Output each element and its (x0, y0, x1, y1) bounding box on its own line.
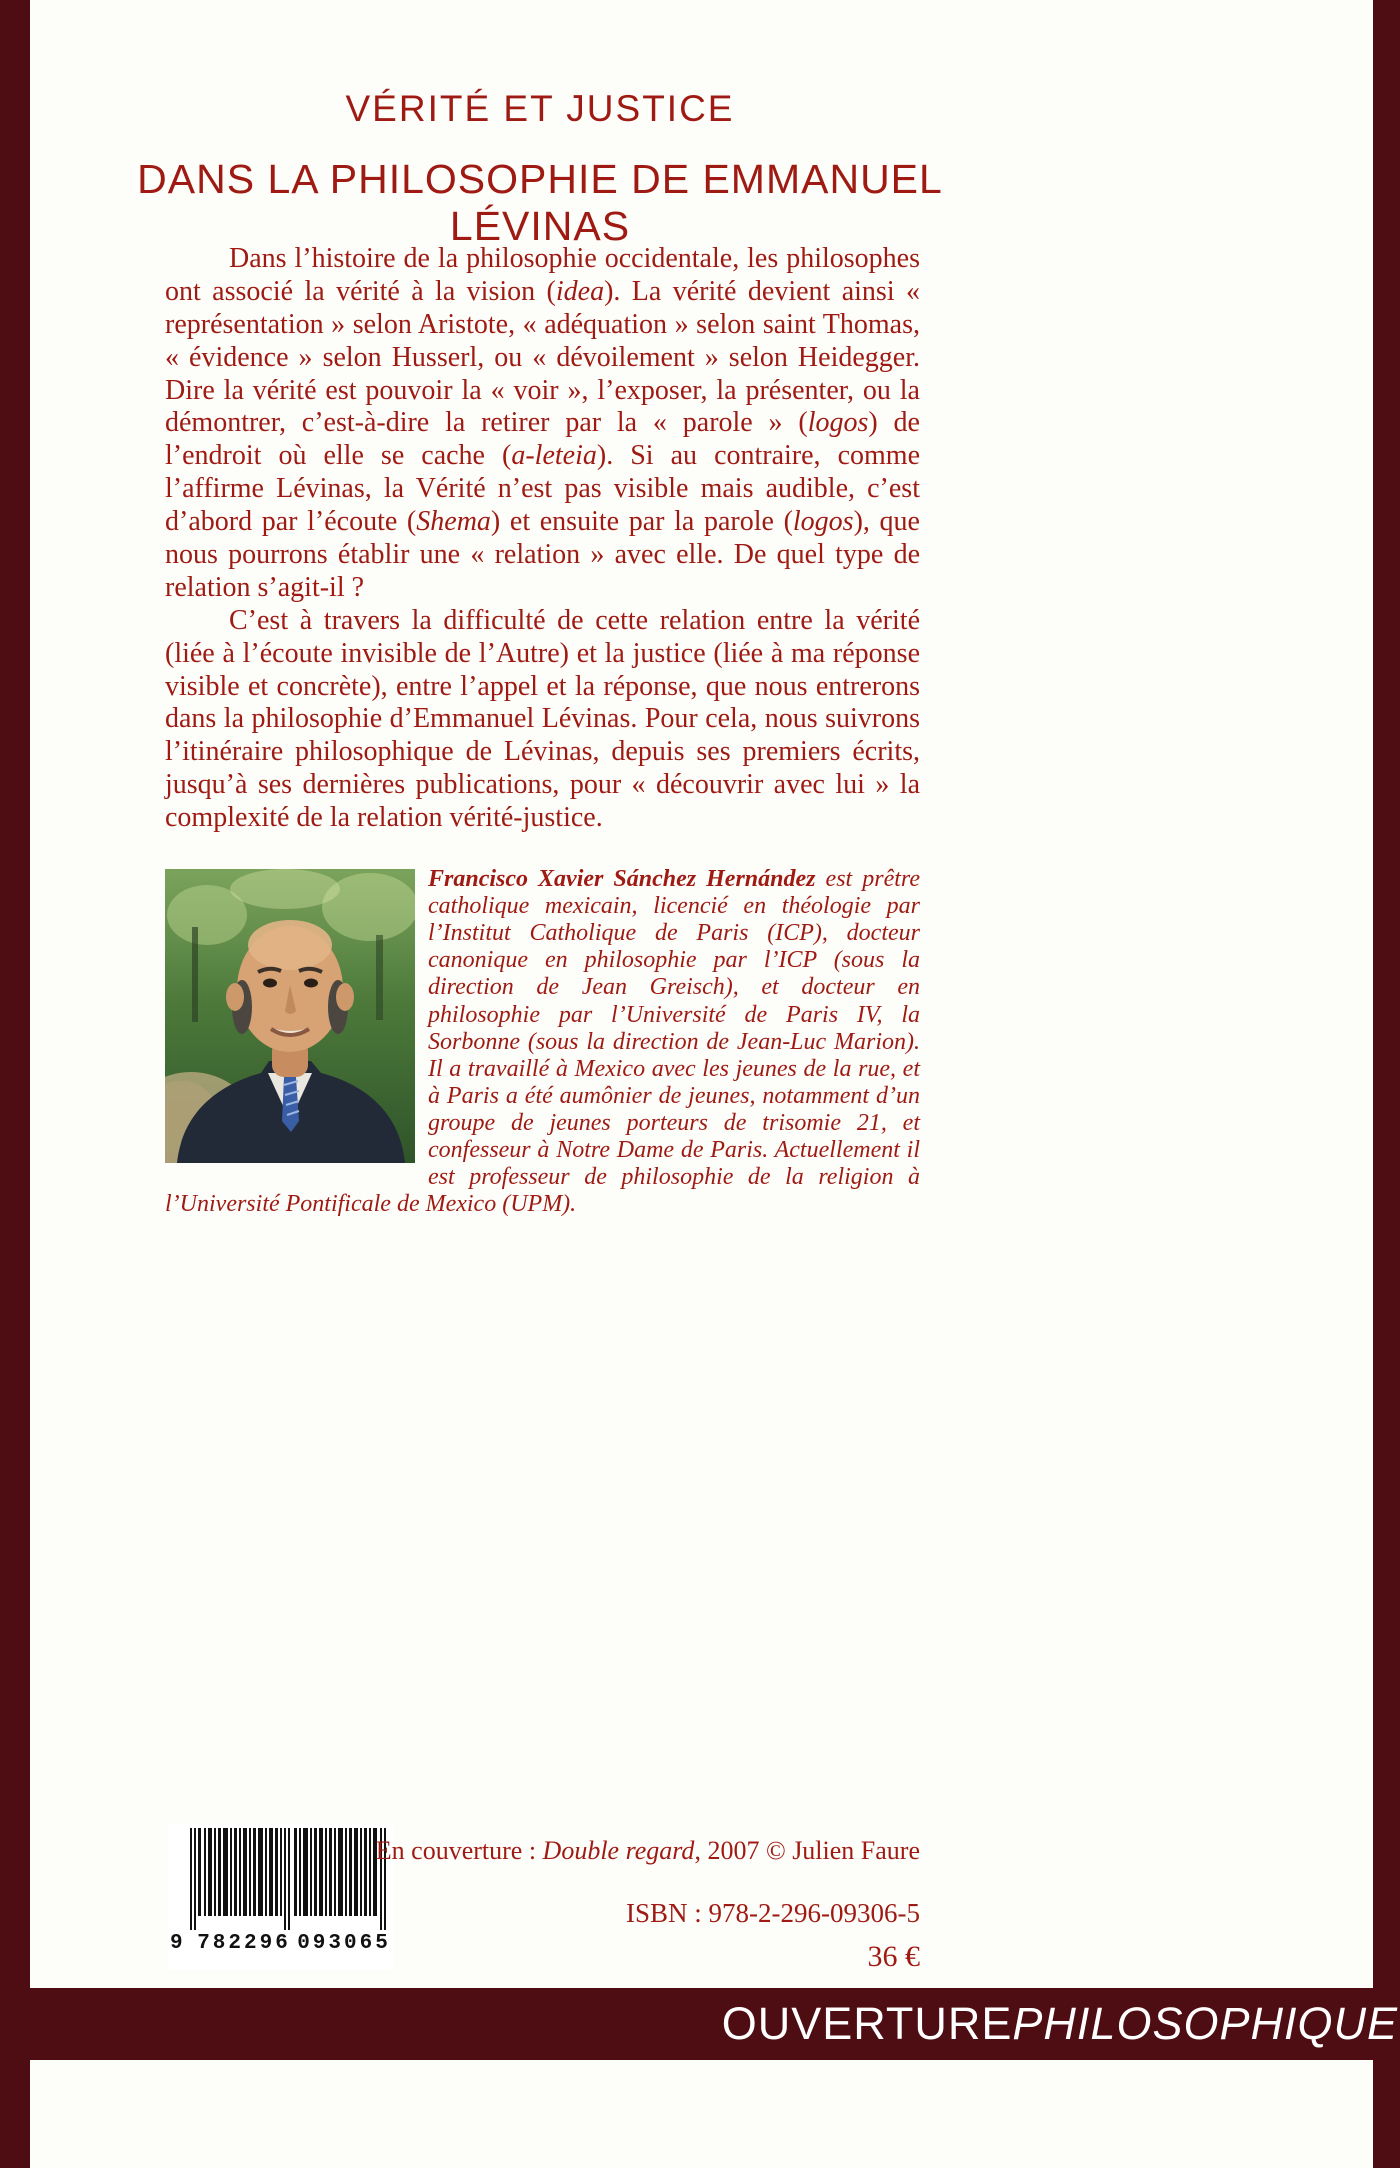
barcode-digit-group-1: 9 (170, 1932, 183, 1955)
barcode-digit-group-3: 093065 (297, 1932, 391, 1955)
synopsis-paragraph-1: Dans l’histoire de la philosophie occidentale, les philosophes ont associé la vérité à la vision (idea). La vérité devient ainsi « représentation » selon Aristote, « adéquation » selon saint Thomas, « évidence » selon Husserl, ou « dévoilement » selon Heidegger. Dire la vérité est pouvoir la « voir », l’exposer, la présenter, ou la démontrer, c’est-à-dire la retirer par la « parole » (logos) de l’endroit où elle se cache (a-leteia). Si au contraire, comme l’affirme Lévinas, la Vérité n’est pas visible mais audible, c’est d’abord par l’écoute (Shema) et ensuite par la parole (logos), que nous pourrons établir une « relation » avec elle. De quel type de relation s’agit-il ? (165, 243, 921, 603)
cover-credit: En couverture : Double regard, 2007 © Julien Faure (375, 1836, 920, 1865)
collection-band: OUVERTURE PHILOSOPHIQUE (0, 1988, 1400, 2060)
barcode-digit-group-2: 782296 (197, 1932, 291, 1955)
synopsis (165, 243, 920, 835)
author-photo-illustration (165, 869, 415, 1163)
author-photo (165, 869, 415, 1163)
left-maroon-border (0, 0, 30, 2168)
book-subtitle: DANS LA PHILOSOPHIE DE EMMANUEL LÉVINAS (137, 156, 943, 249)
price: 36 € (867, 1940, 920, 1973)
isbn: ISBN : 978-2-296-09306-5 (626, 1898, 920, 1928)
author-bio-block (165, 866, 920, 1218)
author-bio-text: Francisco Xavier Sánchez Hernández est prêtre catholique mexicain, licencié en théologie par l’Institut Catholique de Paris (ICP), docteur canonique en philosophie par l’ICP (sous la direction de Jean Greisch), et docteur en philosophie par l’Université de Paris IV, la Sorbonne (sous la direction de Jean-Luc Marion). Il a travaillé à Mexico avec les jeunes de la rue, et à Paris a été aumônier de jeunes, notamment d’un groupe de jeunes porteurs de trisomie 21, et confesseur à Notre Dame de Paris. Actuellement il est professeur de philosophie de la religion à l’Université Pontificale de Mexico (UPM). (165, 866, 921, 1218)
synopsis-paragraph-2: C’est à travers la difficulté de cette relation entre la vérité (liée à l’écoute invisible de l’Autre) et la justice (liée à ma réponse visible et concrète), entre l’appel et la réponse, que nous entrerons dans la philosophie d’Emmanuel Lévinas. Pour cela, nous suivrons l’itinéraire philosophique de Lévinas, depuis ses premiers écrits, jusqu’à ses dernières publications, pour « découvrir avec lui » la complexité de la relation vérité-justice. (165, 604, 920, 834)
title-block (120, 88, 960, 250)
right-maroon-border (1373, 0, 1400, 2168)
book-title: VÉRITÉ ET JUSTICE (345, 88, 735, 129)
